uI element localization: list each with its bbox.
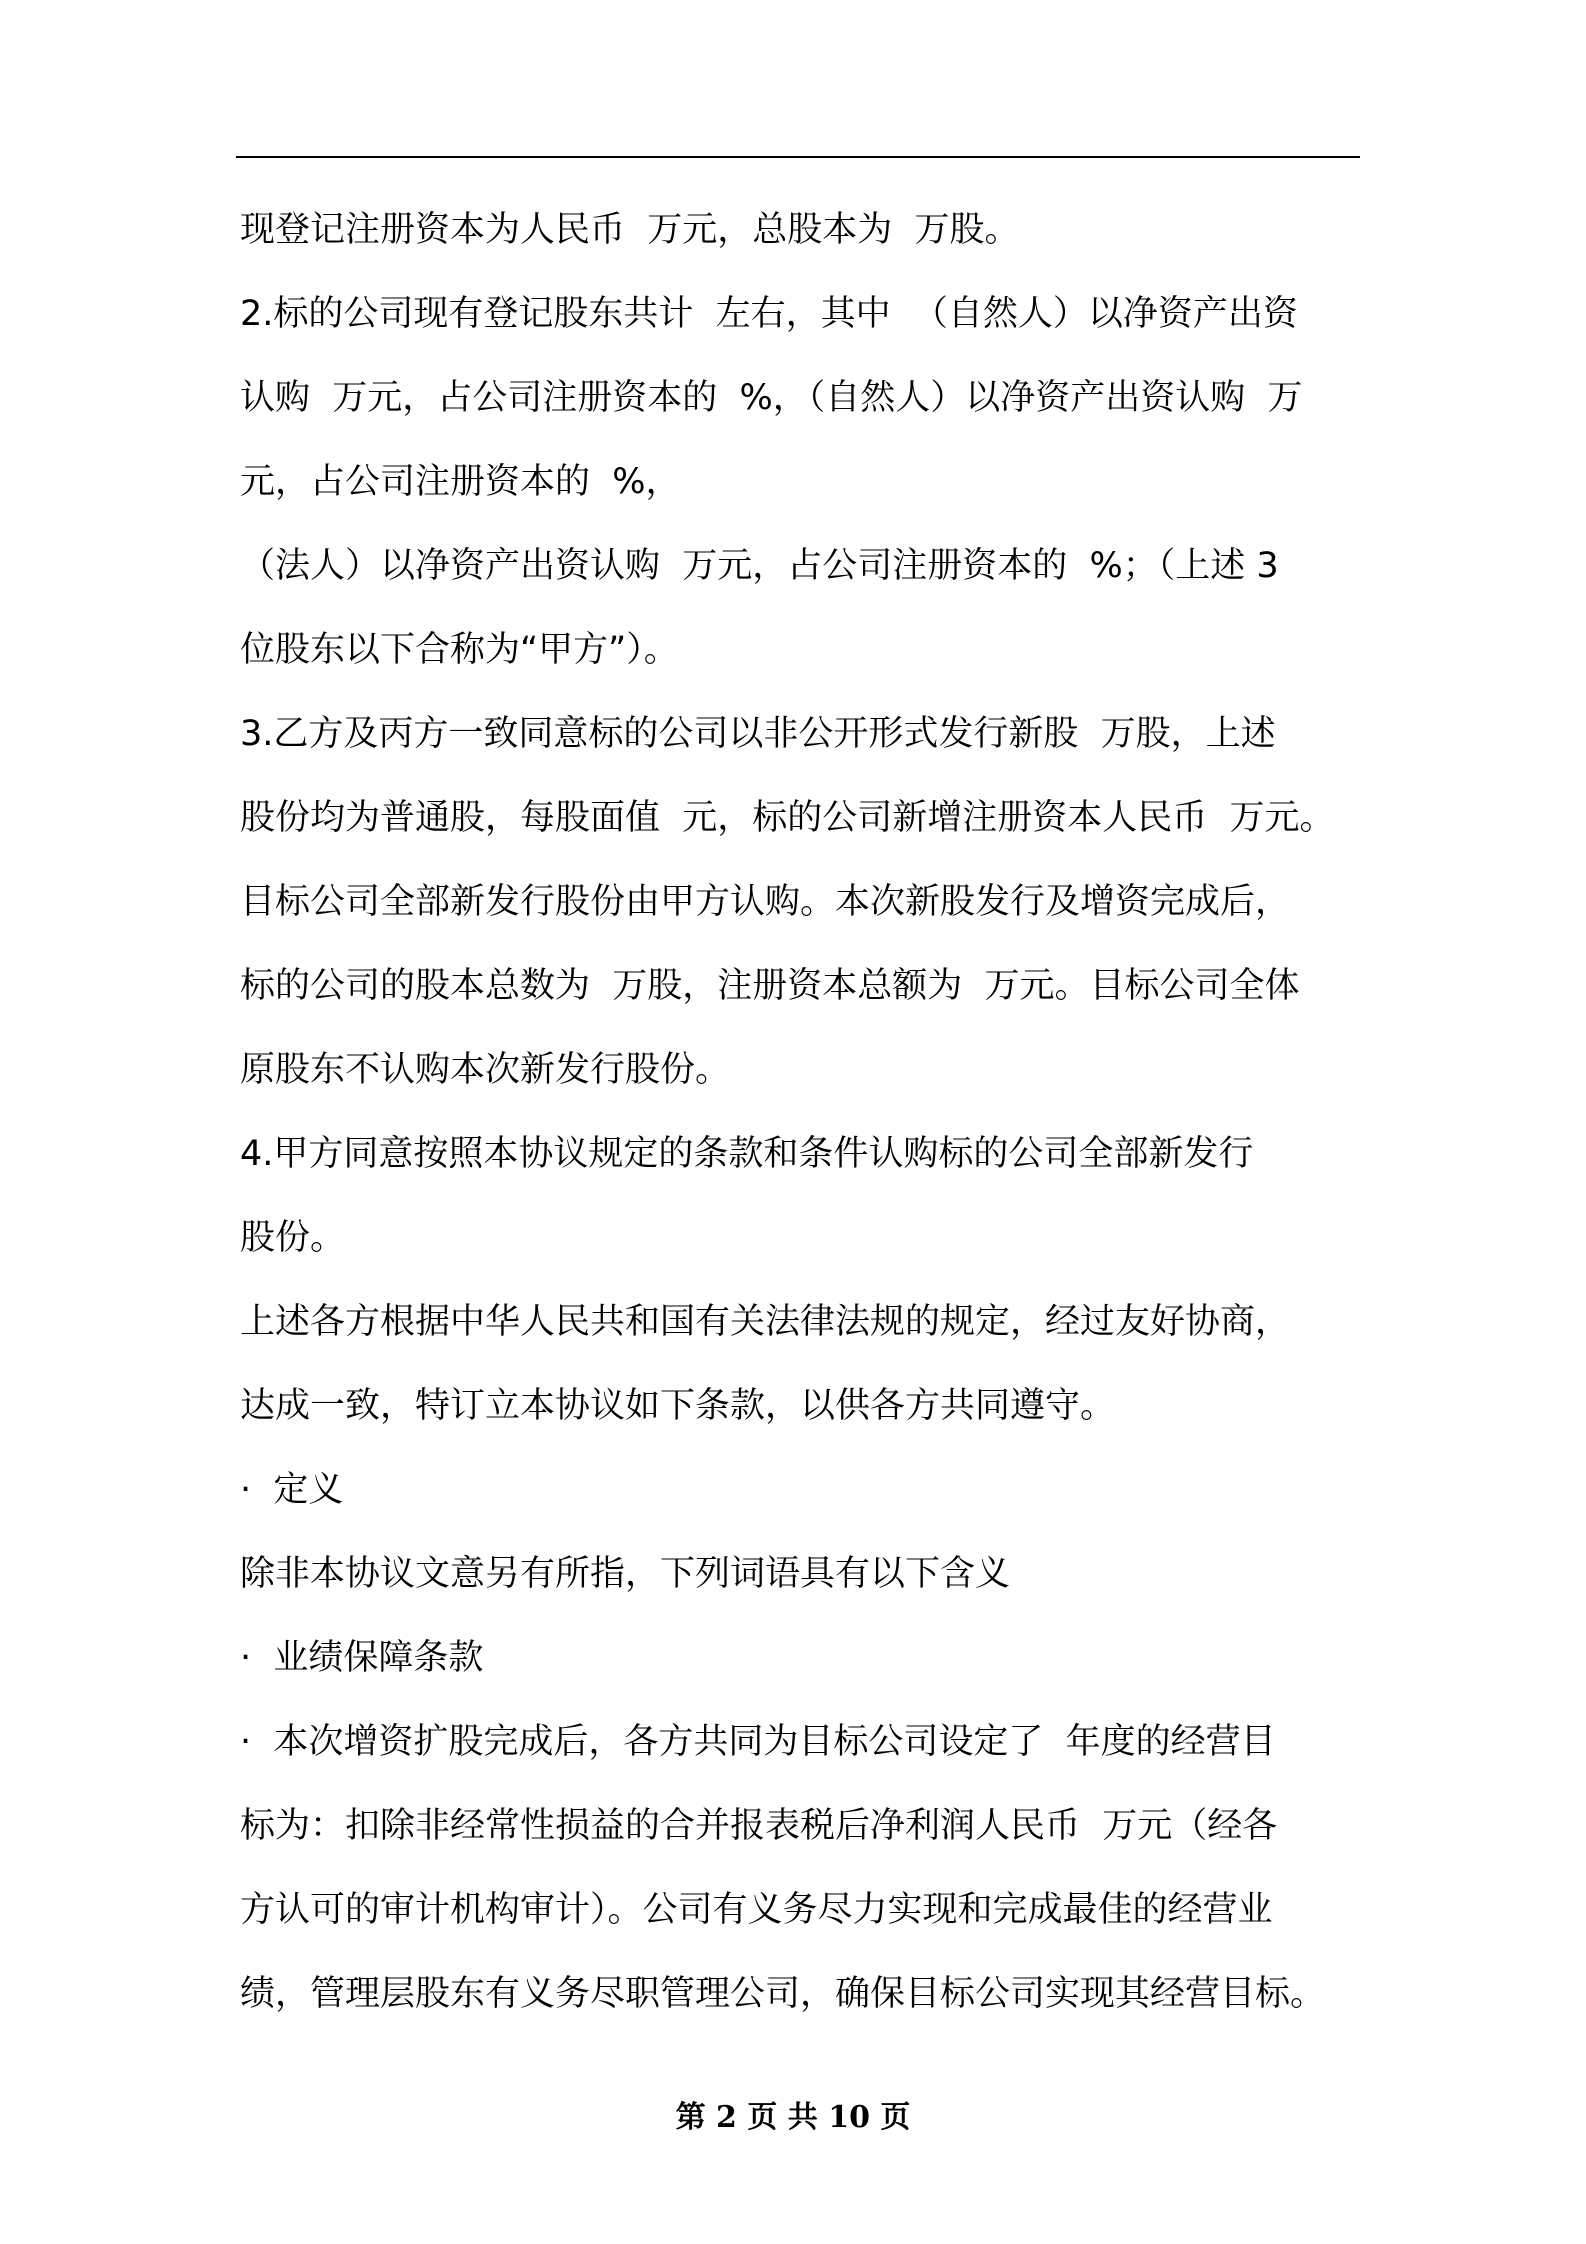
text-line: 方认可的审计机构审计）。公司有义务尽力实现和完成最佳的经营业: [240, 1890, 1273, 1930]
text-line: 3.乙方及丙方一致同意标的公司以非公开形式发行新股 万股，上述: [240, 714, 1276, 754]
text-line: 现登记注册资本为人民币 万元，总股本为 万股。: [240, 210, 1020, 250]
text-line: 位股东以下合称为“甲方”）。: [240, 630, 679, 670]
text-line: 股份。: [240, 1218, 346, 1258]
text-line: 绩，管理层股东有义务尽职管理公司，确保目标公司实现其经营目标。: [240, 1974, 1326, 2014]
text-line: 2.标的公司现有登记股东共计 左右，其中 （自然人）以净资产出资: [240, 294, 1298, 334]
text-line: · 本次增资扩股完成后，各方共同为目标公司设定了 年度的经营目: [240, 1722, 1276, 1762]
text-line: 4.甲方同意按照本协议规定的条款和条件认购标的公司全部新发行: [240, 1134, 1254, 1174]
page-number: 第 2 页 共 10 页: [675, 2100, 911, 2135]
section-heading: · 业绩保障条款: [240, 1638, 484, 1678]
text-line: 上述各方根据中华人民共和国有关法律法规的规定，经过友好协商，: [240, 1302, 1291, 1342]
text-line: 认购 万元，占公司注册资本的 %，（自然人）以净资产出资认购 万: [240, 378, 1303, 418]
text-line: 原股东不认购本次新发行股份。: [240, 1050, 731, 1090]
text-line: 目标公司全部新发行股份由甲方认购。本次新股发行及增资完成后，: [240, 882, 1291, 922]
section-heading: · 定义: [240, 1470, 344, 1510]
header-rule: [236, 156, 1360, 158]
text-line: 股份均为普通股，每股面值 元，标的公司新增注册资本人民币 万元。: [240, 798, 1335, 838]
text-line: 达成一致，特订立本协议如下条款，以供各方共同遵守。: [240, 1386, 1116, 1426]
text-line: 标为：扣除非经常性损益的合并报表税后净利润人民币 万元（经各: [240, 1806, 1278, 1846]
document-body: [240, 198, 1362, 2046]
text-line: （法人）以净资产出资认购 万元，占公司注册资本的 %；（上述 3: [240, 546, 1279, 586]
text-line: 元，占公司注册资本的 %，: [240, 462, 681, 502]
text-line: 除非本协议文意另有所指，下列词语具有以下含义: [240, 1554, 1011, 1594]
text-line: 标的公司的股本总数为 万股，注册资本总额为 万元。目标公司全体: [240, 966, 1300, 1006]
